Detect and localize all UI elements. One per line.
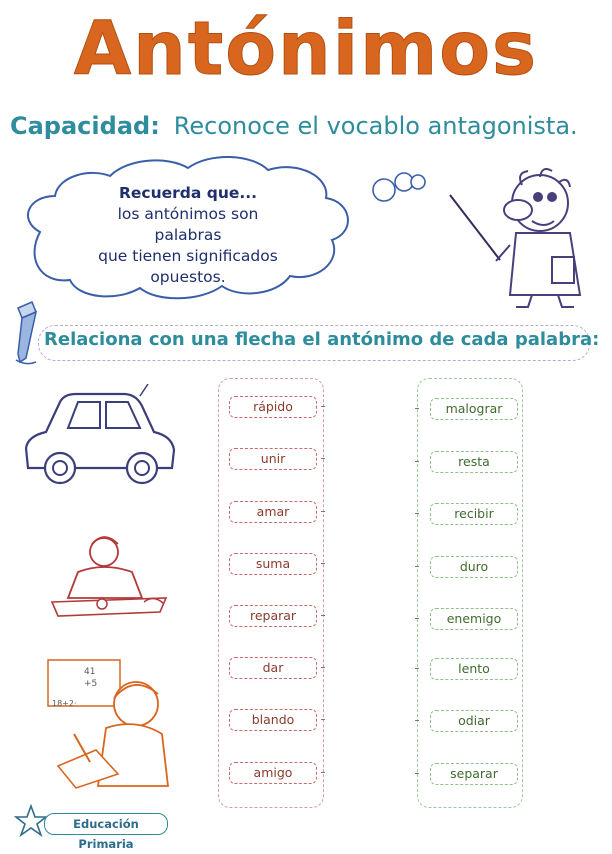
right-word-4[interactable]: duro xyxy=(430,556,518,578)
right-word-3[interactable]: recibir xyxy=(430,503,518,525)
capacidad-text: Reconoce el vocablo antagonista. xyxy=(173,112,578,140)
connector-tick xyxy=(321,406,325,407)
connector-tick xyxy=(415,773,419,774)
svg-text:+5: +5 xyxy=(84,679,98,689)
right-word-8[interactable]: separar xyxy=(430,763,518,785)
svg-text:41: 41 xyxy=(84,667,96,677)
connector-tick xyxy=(321,719,325,720)
left-word-3[interactable]: amar xyxy=(229,501,317,523)
capacidad-label: Capacidad: xyxy=(10,112,160,140)
recuerda-line-1: los antónimos son palabras xyxy=(117,205,259,244)
recuerda-heading: Recuerda que... xyxy=(118,184,258,202)
right-word-6[interactable]: lento xyxy=(430,658,518,680)
connector-tick xyxy=(321,563,325,564)
connector-tick xyxy=(415,461,419,462)
left-word-7[interactable]: blando xyxy=(229,709,317,731)
recuerda-line-3: opuestos. xyxy=(150,268,226,286)
connector-tick xyxy=(321,615,325,616)
instruction-text: Relaciona con una flecha el antónimo de cada palabra: xyxy=(44,329,600,350)
right-word-2[interactable]: resta xyxy=(430,451,518,473)
connector-tick xyxy=(415,513,419,514)
star-icon xyxy=(14,804,48,838)
pencil-icon xyxy=(10,298,40,370)
recuerda-box xyxy=(88,183,288,288)
connector-tick xyxy=(415,618,419,619)
svg-text:18+2·: 18+2· xyxy=(52,699,77,708)
left-word-4[interactable]: suma xyxy=(229,553,317,575)
page-title: Antónimos xyxy=(73,6,539,92)
connector-tick xyxy=(415,566,419,567)
recuerda-line-2: que tienen significados xyxy=(98,247,278,265)
right-word-column xyxy=(417,378,523,808)
left-word-2[interactable]: unir xyxy=(229,448,317,470)
connector-tick xyxy=(415,668,419,669)
footer-badge: Educación Primaria xyxy=(44,813,168,835)
right-word-5[interactable]: enemigo xyxy=(430,608,518,630)
left-word-column xyxy=(218,378,324,808)
teacher-icon xyxy=(440,165,600,315)
man-repairing-icon xyxy=(48,532,172,624)
connector-tick xyxy=(321,511,325,512)
right-word-7[interactable]: odiar xyxy=(430,710,518,732)
car-icon xyxy=(20,384,180,488)
boy-writing-icon xyxy=(44,658,174,790)
connector-tick xyxy=(321,667,325,668)
left-word-8[interactable]: amigo xyxy=(229,762,317,784)
connector-tick xyxy=(415,720,419,721)
left-word-1[interactable]: rápido xyxy=(229,396,317,418)
left-word-5[interactable]: reparar xyxy=(229,605,317,627)
connector-tick xyxy=(415,408,419,409)
connector-tick xyxy=(321,458,325,459)
connector-tick xyxy=(321,772,325,773)
left-word-6[interactable]: dar xyxy=(229,657,317,679)
right-word-1[interactable]: malograr xyxy=(430,398,518,420)
